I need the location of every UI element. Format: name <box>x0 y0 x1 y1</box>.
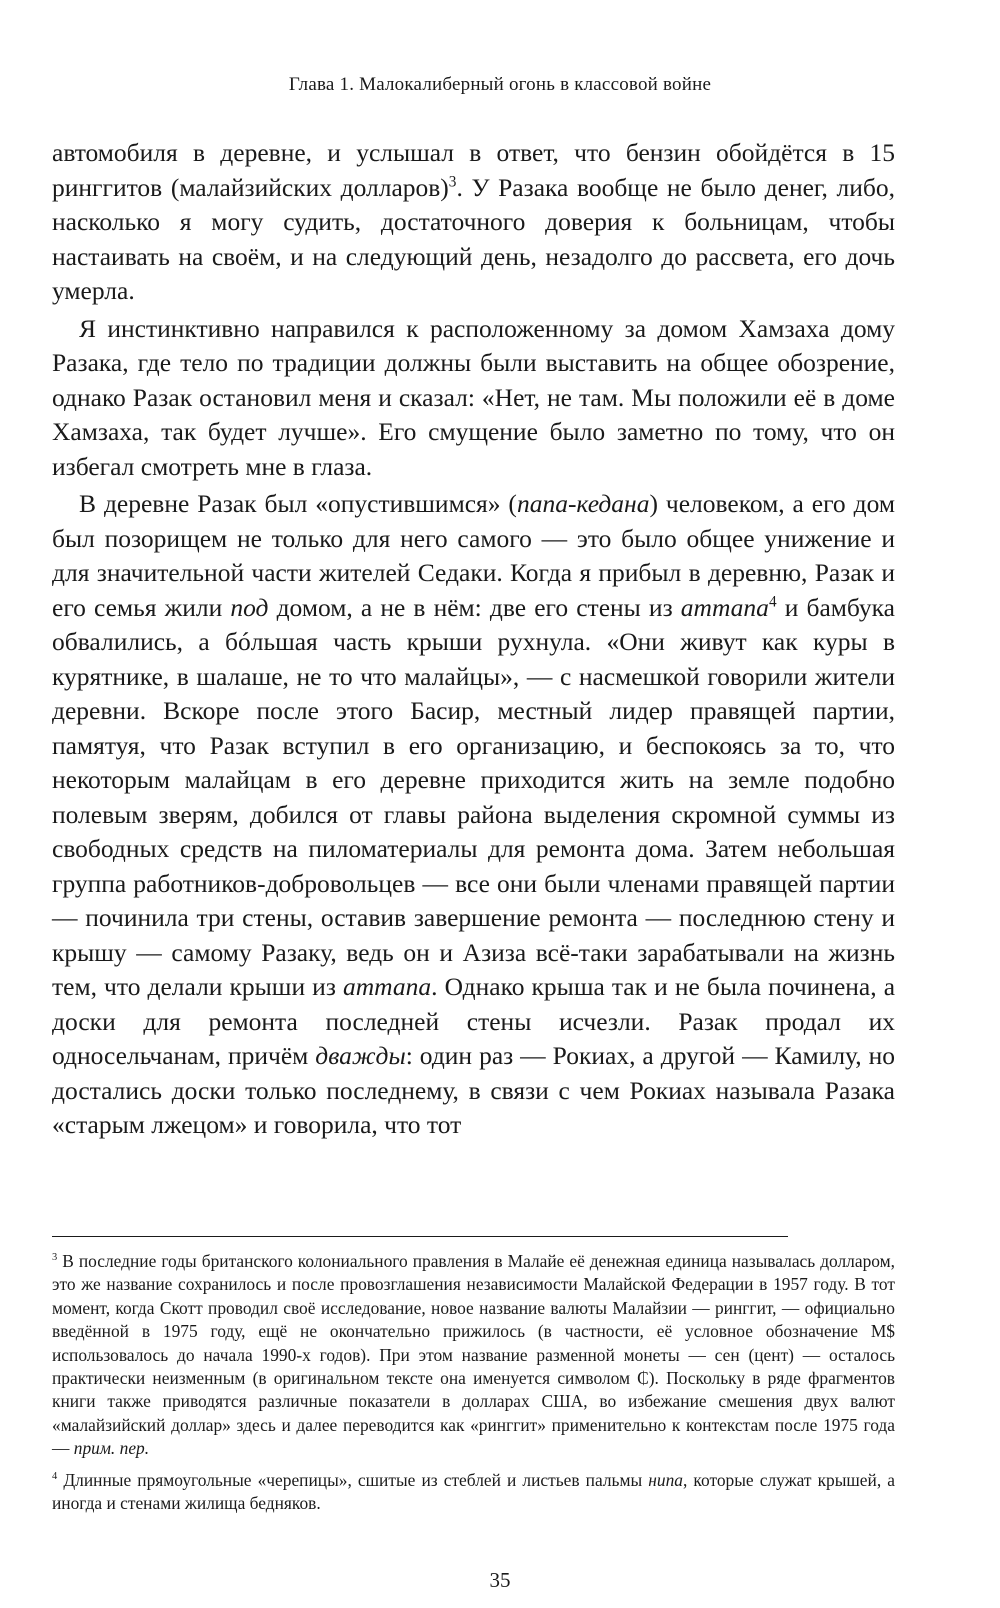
page-number: 35 <box>489 1568 511 1592</box>
paragraph-3: В деревне Разак был «опустившимся» (папа-кедана) человеком, а его дом был позорищем не только для него самого — это было общее унижение и для значительной части жителей Седаки. Когда я прибыл в деревню, Разак и его семья жили под домом, а не в нём: две его стены из аттапа$^4$ и бамбука обвалились, а бóльшая часть крыши рухнула. «Они живут как куры в курятнике, в шалаше, не то что малайцы», — с насмешкой говорили жители деревни. Вскоре после этого Басир, местный лидер правящей партии, памятуя, что Разак вступил в его организацию, и беспокоясь за то, что некоторым малайцам в его деревне приходится жить на земле подобно полевым зверям, добился от главы района выделения скромной суммы из свободных средств на пиломатериалы для ремонта дома. Затем небольшая группа работников-добровольцев — все они были членами правящей партии — починила три стены, оставив завершение ремонта — последнюю стену и крышу — самому Разаку, ведь он и Азиза всё-таки зарабатывали на жизнь тем, что делали крыши из аттапа. Однако крыша так и не была починена, а доски для ремонта последней стены исчезли. Разак продал их односельчанам, причём дважды: один раз — Рокиах, а другой — Камилу, но достались доски только последнему, в связи с чем Рокиах называла Разака «старым лжецом» и говорила, что тот <box>52 489 896 1139</box>
footnote-3: $^3$ В последние годы британского колониального правления в Малайе её денежная единица называлась долларом, это же название сохранилось и после провозглашения независимости Малайской Федерации в 1957 году. В тот момент, когда Скотт проводил своё исследование, новое название валюты Малайзии — ринггит, — официально введённой в 1975 году, ещё не окончательно прижилось (в частности, её условное обозначение M$ использовалось до начала 1990-х годов). При этом название разменной монеты — сен (цент) — осталось практически неизменным (в оригинальном тексте она именуется символом ₵). Поскольку в ряде фрагментов книги также приводятся различные показатели в долларах США, во избежание смешения двух валют «малайзийский доллар» здесь и далее переводится как «ринггит» применительно к контекстам после 1975 года — прим. пер. <box>52 1251 895 1459</box>
footnote-ref-3: 3 <box>448 173 457 190</box>
paragraph-1: автомобиля в деревне, и услышал в ответ, что бензин обойдётся в 15 ринггитов (малайзийских долларов)$^3$. У Разака вообще не было денег, либо, насколько я могу судить, достаточного доверия к больницам, чтобы настаивать на своём, и на следующий день, незадолго до рассвета, его дочь умерла. <box>52 138 895 305</box>
footnotes <box>52 1250 895 1515</box>
footnote-ref-4: 4 <box>768 593 777 610</box>
paragraph-2: Я инстинктивно направился к расположенному за домом Хамзаха дому Разака, где тело по традиции должны были выставить на общее обозрение, однако Разак остановил меня и сказал: «Нет, не там. Мы положили её в доме Хамзаха, так будет лучше». Его смущение было заметно по тому, что он избегал смотреть мне в глаза. <box>52 313 895 481</box>
footnote-4: $^4$ Длинные прямоугольные «черепицы», сшитые из стеблей и листьев пальмы нипа, которые служат крышей, а иногда и стенами жилища бедняков. <box>52 1469 895 1514</box>
footnote-divider <box>52 1236 788 1237</box>
main-text <box>52 136 895 1143</box>
running-title: Глава 1. Малокалиберный огонь в классовой войне <box>288 74 712 95</box>
